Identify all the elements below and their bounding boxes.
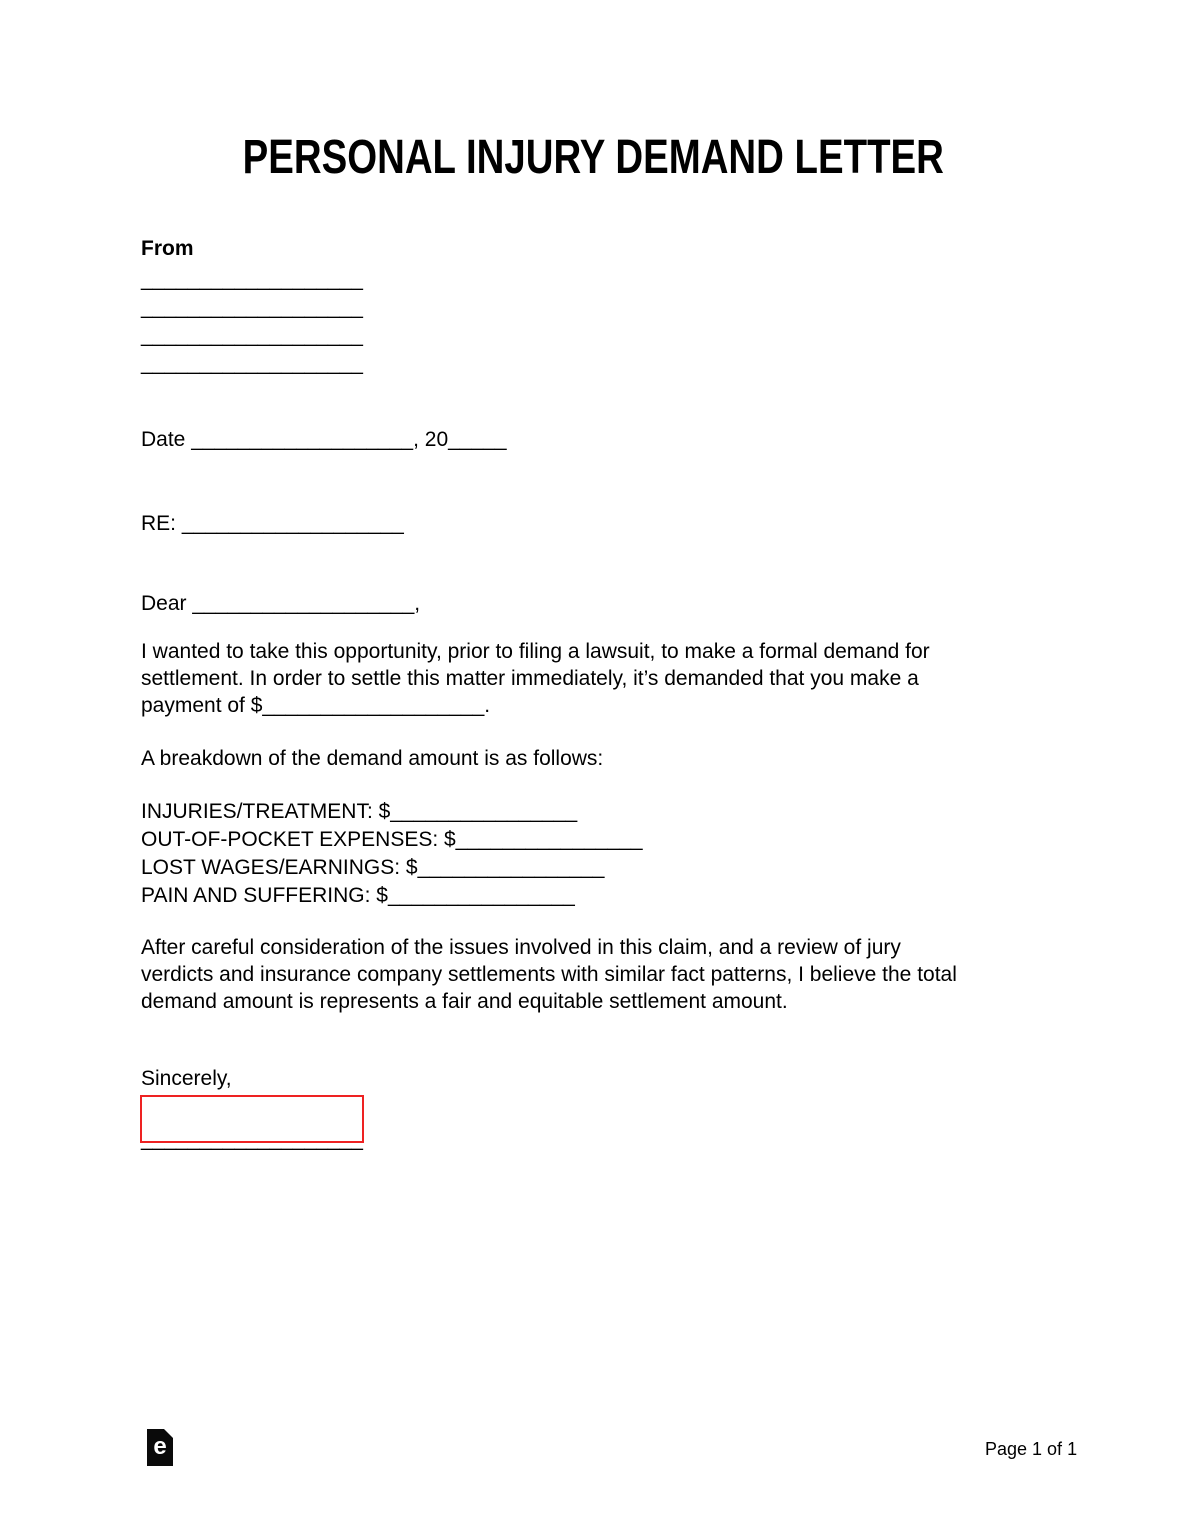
signature-blank-line: ___________________: [141, 1128, 363, 1151]
page-indicator: Page 1 of 1: [985, 1439, 1078, 1459]
paragraph-line: payment of $___________________.: [141, 694, 491, 717]
demand-paragraph: [141, 638, 930, 719]
eforms-logo-icon: [147, 1429, 173, 1466]
paragraph-line: demand amount is represents a fair and equitable settlement amount.: [141, 990, 788, 1013]
paragraph-line: I wanted to take this opportunity, prior to filing a lawsuit, to make a formal demand for: [141, 640, 930, 663]
closing-salutation: Sincerely,: [141, 1067, 232, 1090]
from-address-blanks: [141, 266, 363, 378]
from-blank-line: ___________________: [141, 296, 363, 319]
from-label: From: [141, 237, 194, 260]
from-blank-line: ___________________: [141, 352, 363, 375]
document-title: PERSONAL INJURY DEMAND LETTER: [242, 131, 945, 184]
paragraph-line: verdicts and insurance company settlements with similar fact patterns, I believe the total: [141, 963, 957, 986]
breakdown-item-out-of-pocket: OUT-OF-POCKET EXPENSES: $________________: [141, 828, 643, 851]
breakdown-item-pain-suffering: PAIN AND SUFFERING: $________________: [141, 884, 575, 907]
breakdown-item-injuries: INJURIES/TREATMENT: $________________: [141, 800, 578, 823]
from-blank-line: ___________________: [141, 268, 363, 291]
breakdown-item-lost-wages: LOST WAGES/EARNINGS: $________________: [141, 856, 605, 879]
paragraph-line: After careful consideration of the issues involved in this claim, and a review of jury: [141, 936, 901, 959]
re-line: RE: ___________________: [141, 512, 404, 535]
date-line: Date ___________________, 20_____: [141, 428, 507, 451]
breakdown-intro-line: A breakdown of the demand amount is as follows:: [141, 747, 604, 770]
from-blank-line: ___________________: [141, 324, 363, 347]
closing-paragraph: [141, 934, 957, 1015]
breakdown-list: [141, 798, 643, 910]
paragraph-line: settlement. In order to settle this matter immediately, it’s demanded that you make a: [141, 667, 919, 690]
salutation-line: Dear ___________________,: [141, 592, 421, 615]
logo-letter: e: [153, 1433, 167, 1460]
